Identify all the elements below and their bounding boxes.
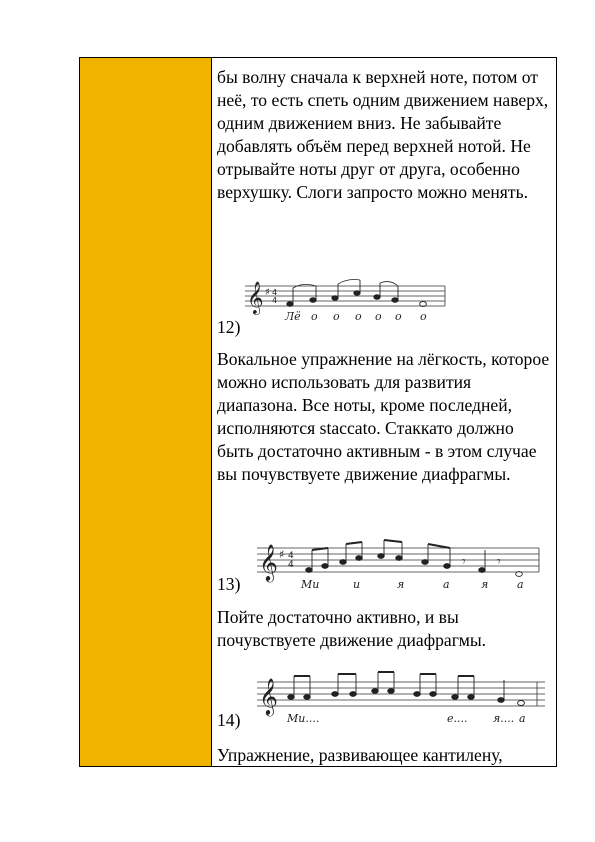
lyric: о <box>333 310 340 323</box>
note <box>452 695 459 700</box>
lyric: а <box>443 578 450 591</box>
note <box>414 692 421 697</box>
paragraph-4: Упражнение, развивающее кантилену, <box>217 745 503 765</box>
lyric: я.... <box>493 712 515 725</box>
table-frame <box>79 57 557 767</box>
lyric: Лё <box>285 310 301 323</box>
paragraph-3: Пойте достаточно активно, и вы почувствуете движение диафрагмы. <box>217 607 487 650</box>
lyric: а <box>519 712 526 725</box>
note <box>422 560 429 565</box>
note <box>332 296 338 301</box>
staff-exercise-12 <box>245 276 450 326</box>
staff-exercise-13 <box>257 536 547 592</box>
lyric: о <box>311 310 318 323</box>
lyric: Ми.... <box>287 712 320 725</box>
lyric: Ми <box>301 578 320 591</box>
svg-text:4: 4 <box>272 288 278 297</box>
lyric: я <box>397 578 405 591</box>
note <box>378 554 385 559</box>
lyric: и <box>353 578 361 591</box>
exercise-number-12: 12) <box>217 317 241 337</box>
svg-text:4: 4 <box>272 296 278 305</box>
note <box>287 302 293 307</box>
rest-icon: 𝄾 <box>462 554 466 570</box>
exercise-number-14: 14) <box>217 710 241 730</box>
note <box>430 692 437 697</box>
note <box>392 298 398 303</box>
lyric: е.... <box>447 712 468 725</box>
note <box>498 698 505 703</box>
note <box>468 695 475 700</box>
note <box>356 556 363 561</box>
rest-icon: 𝄾 <box>497 554 501 570</box>
paragraph-1: бы волну сначала к верхней ноте, потом от неё, то есть спеть одним движением наверх, одним движением вниз. Не забывайте добавлять объём перед верхней нотой. Не отрывайте ноты друг от друга, особенно верхушку. Слоги запросто можно менять. <box>217 67 549 202</box>
staff-exercise-14 <box>257 668 547 728</box>
note <box>479 568 486 573</box>
lyric: о <box>375 310 382 323</box>
note <box>388 689 395 694</box>
note <box>396 556 403 561</box>
note <box>372 689 379 694</box>
exercise-number-13: 13) <box>217 574 241 594</box>
lyric: о <box>395 310 402 323</box>
note <box>350 692 357 697</box>
note <box>374 295 380 300</box>
note <box>288 695 295 700</box>
note <box>322 564 329 569</box>
note <box>304 695 311 700</box>
content-cell <box>217 58 552 766</box>
color-band <box>80 58 212 766</box>
paragraph-2: Вокальное упражнение на лёгкость, которое можно использовать для развития диапазона. Все ноты, кроме последней, исполняются staccato. Стаккато должно быть достаточно активным - в этом случае вы почувствуете движение диафрагмы. <box>217 349 550 484</box>
treble-clef-icon: 𝄞 <box>259 677 278 715</box>
note <box>332 692 339 697</box>
note <box>306 568 313 573</box>
sharp-icon: ♯ <box>265 287 270 298</box>
svg-text:4: 4 <box>288 560 294 570</box>
note <box>340 560 347 565</box>
note <box>354 291 360 296</box>
treble-clef-icon: 𝄞 <box>247 281 264 314</box>
lyric: о <box>355 310 362 323</box>
note <box>444 564 451 569</box>
note <box>310 298 316 303</box>
lyric: а <box>517 578 524 591</box>
lyric: я <box>481 578 489 591</box>
lyric: о <box>420 310 427 323</box>
sharp-icon: ♯ <box>279 548 285 561</box>
treble-clef-icon: 𝄞 <box>259 543 278 581</box>
svg-text:4: 4 <box>288 551 294 561</box>
note <box>518 701 525 706</box>
